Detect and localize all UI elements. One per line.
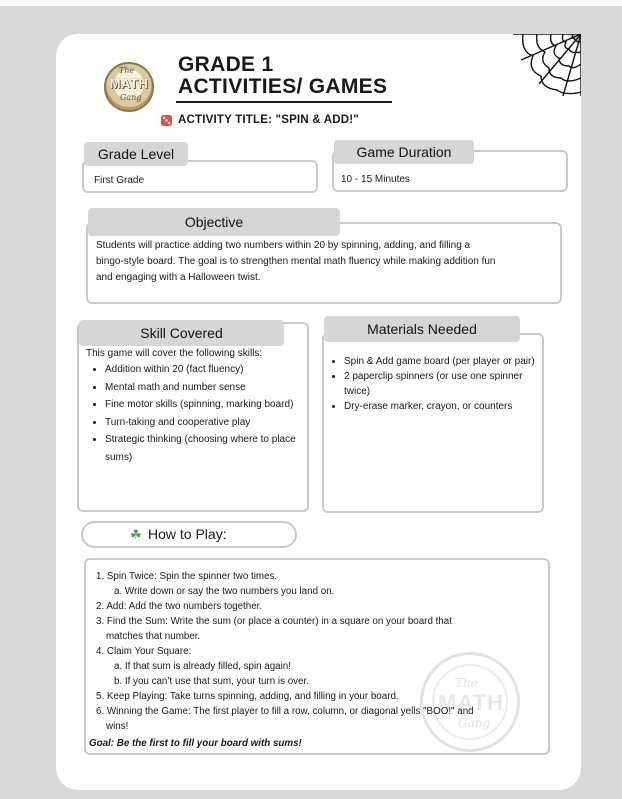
objective-line-1: Students will practice adding two numbers within 20 by spinning, adding, and filling a bbox=[96, 240, 471, 251]
skills-list bbox=[87, 361, 305, 466]
goal-text: Goal: Be the first to fill your board with sums! bbox=[89, 738, 302, 749]
step-line: 5. Keep Playing: Take turns spinning, adding, and filling in your board. bbox=[96, 691, 399, 702]
material-item: • Dry-erase marker, crayon, or counters bbox=[344, 399, 544, 414]
logo-math-text: MATH bbox=[109, 76, 149, 91]
step-line: 4. Claim Your Square: bbox=[96, 646, 192, 657]
step-line: matches that number. bbox=[106, 631, 201, 642]
dice-icon bbox=[160, 114, 173, 127]
logo-the-text: The bbox=[119, 66, 135, 75]
page-title-activities: ACTIVITIES/ GAMES bbox=[178, 75, 388, 98]
top-strip bbox=[0, 0, 622, 6]
step-line: wins! bbox=[106, 721, 129, 732]
material-item: • 2 paperclip spinners (or use one spinner twice) bbox=[344, 369, 544, 399]
watermark-math-text: MATH bbox=[438, 690, 504, 715]
spider-web-icon bbox=[513, 34, 581, 96]
materials-list bbox=[326, 354, 544, 414]
step-line: 2. Add: Add the two numbers together. bbox=[96, 601, 263, 612]
step-line: 3. Find the Sum: Write the sum (or place a counter) in a square on your board that bbox=[96, 616, 452, 627]
materials-label: Materials Needed bbox=[324, 316, 520, 342]
title-underline bbox=[176, 101, 392, 103]
objective-label: Objective bbox=[88, 208, 340, 236]
skill-item: • Mental math and number sense bbox=[105, 379, 305, 397]
four-leaf-clover-icon: ☘ bbox=[130, 527, 142, 542]
game-duration-label: Game Duration bbox=[334, 140, 474, 164]
skill-item: • Addition within 20 (fact fluency) bbox=[105, 361, 305, 379]
skill-item: • Fine motor skills (spinning, marking board) bbox=[105, 396, 305, 414]
skills-label: Skill Covered bbox=[79, 320, 284, 346]
activity-title: ACTIVITY TITLE: "SPIN & ADD!" bbox=[178, 114, 359, 126]
grade-level-value: First Grade bbox=[94, 175, 145, 186]
step-line: 6. Winning the Game: The first player to fill a row, column, or diagonal yells "BOO!" and bbox=[96, 706, 474, 717]
grade-level-label: Grade Level bbox=[84, 142, 188, 166]
step-line: a. If that sum is already filled, spin again! bbox=[114, 661, 291, 672]
watermark-the-text: The bbox=[455, 676, 478, 690]
skill-item: • Turn-taking and cooperative play bbox=[105, 414, 305, 432]
page-title-grade: GRADE 1 bbox=[178, 53, 274, 76]
skills-intro: This game will cover the following skills: bbox=[86, 348, 263, 359]
step-line: 1. Spin Twice: Spin the spinner two times. bbox=[96, 571, 278, 582]
step-line: b. If you can’t use that sum, your turn is over. bbox=[114, 676, 309, 687]
game-duration-value: 10 - 15 Minutes bbox=[341, 174, 410, 185]
objective-text bbox=[96, 238, 556, 286]
watermark-gang-text: Gang bbox=[458, 716, 491, 730]
step-line: a. Write down or say the two numbers you land on. bbox=[114, 586, 335, 597]
objective-line-3: and engaging with a Halloween twist. bbox=[96, 272, 261, 283]
objective-line-2: bingo-style board. The goal is to strengthen mental math fluency while making addition fun bbox=[96, 256, 496, 267]
skill-item: • Strategic thinking (choosing where to place sums) bbox=[105, 431, 305, 466]
logo-gang-text: Gang bbox=[120, 93, 142, 102]
material-item: • Spin & Add game board (per player or pair) bbox=[344, 354, 544, 369]
how-to-play-label: How to Play: bbox=[148, 526, 227, 542]
